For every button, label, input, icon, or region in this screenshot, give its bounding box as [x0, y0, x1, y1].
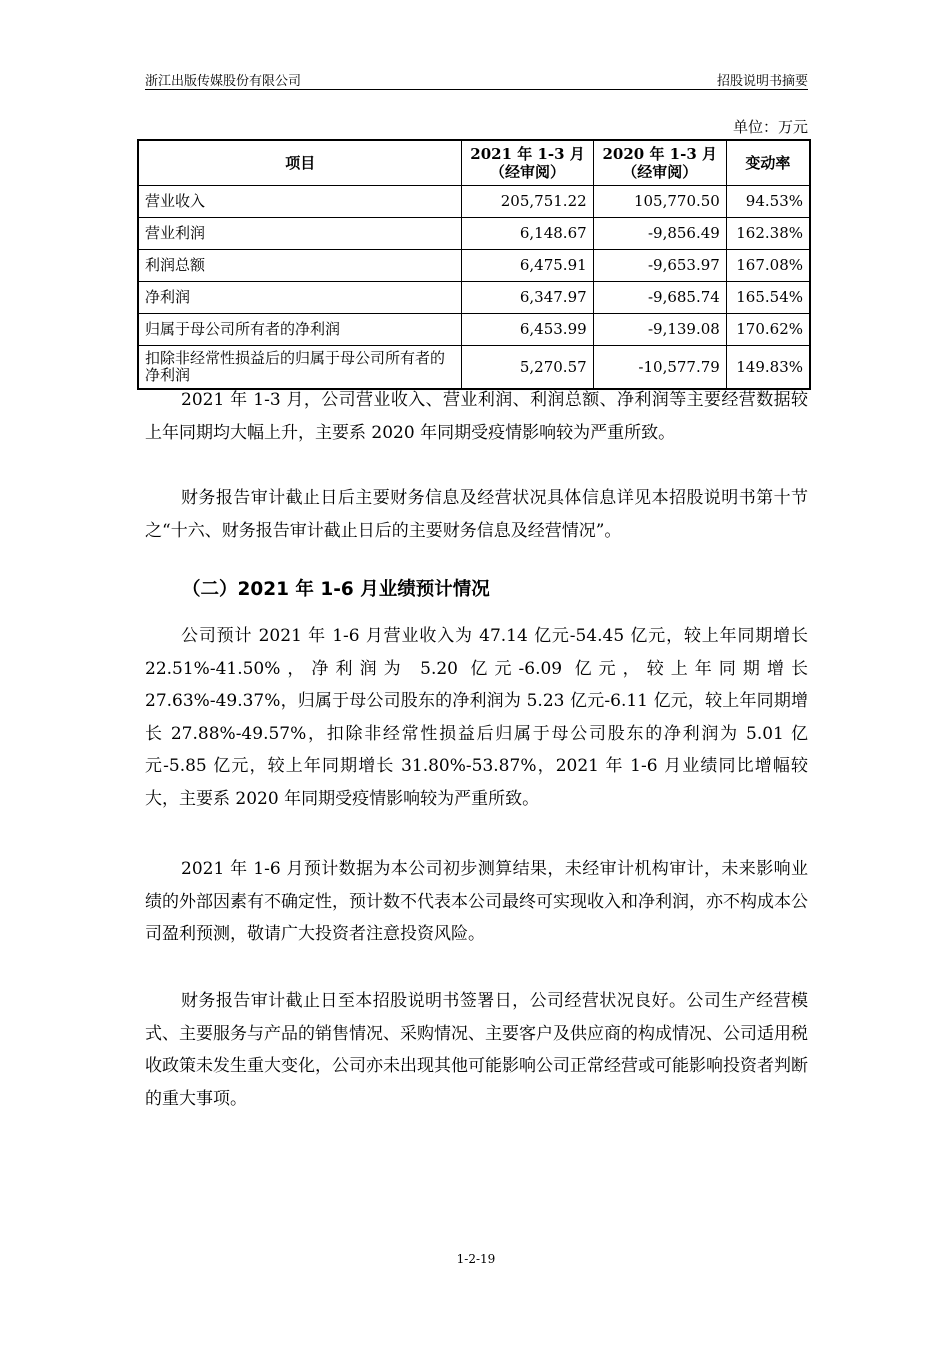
row-value-2020: -9,653.97: [593, 250, 726, 282]
row-rate: 94.53%: [726, 186, 810, 218]
table-row: [138, 282, 810, 314]
row-value-2021: 205,751.22: [462, 186, 593, 218]
row-value-2020: -9,685.74: [593, 282, 726, 314]
header-company: 浙江出版传媒股份有限公司: [145, 74, 302, 89]
financial-table: [137, 139, 811, 390]
row-value-2021: 6,347.97: [462, 282, 593, 314]
paragraph-post-audit-reference: 财务报告审计截止日后主要财务信息及经营状况具体信息详见本招股说明书第十节之“十六、财务报告审计截止日后的主要财务信息及经营情况”。: [145, 488, 808, 541]
unit-label: 单位：万元: [732, 118, 808, 136]
row-value-2021: 6,475.91: [462, 250, 593, 282]
row-rate: 149.83%: [726, 346, 810, 390]
paragraph-operating-status: 财务报告审计截止日至本招股说明书签署日，公司经营状况良好。公司生产经营模式、主要服务与产品的销售情况、采购情况、主要客户及供应商的构成情况、公司适用税收政策未发生重大变化，公司亦未出现其他可能影响公司正常经营或可能影响投资者判断的重大事项。: [145, 991, 808, 1109]
header-rule: [145, 89, 808, 90]
row-rate: 170.62%: [726, 314, 810, 346]
row-rate: 167.08%: [726, 250, 810, 282]
table-row: [138, 346, 810, 390]
row-item: 扣除非经常性损益后的归属于母公司所有者的净利润: [138, 346, 462, 390]
header-doc-title: 招股说明书摘要: [716, 74, 808, 89]
page-number: 1-2-19: [456, 1252, 496, 1266]
table-header-row: [138, 140, 810, 186]
page-header: [145, 70, 808, 88]
row-value-2020: 105,770.50: [593, 186, 726, 218]
row-item: 营业利润: [138, 218, 462, 250]
row-value-2021: 6,148.67: [462, 218, 593, 250]
row-item: 利润总额: [138, 250, 462, 282]
row-value-2021: 6,453.99: [462, 314, 593, 346]
table-row: [138, 250, 810, 282]
row-item: 营业收入: [138, 186, 462, 218]
column-header-2021: 2021 年 1-3 月 （经审阅）: [462, 140, 593, 186]
paragraph-q1-summary: 2021 年 1-3 月，公司营业收入、营业利润、利润总额、净利润等主要经营数据较上年同期均大幅上升，主要系 2020 年同期受疫情影响较为严重所致。: [145, 390, 808, 443]
table-row: [138, 314, 810, 346]
section-title: （二）2021 年 1-6 月业绩预计情况: [182, 579, 490, 600]
column-header-2020: 2020 年 1-3 月 （经审阅）: [593, 140, 726, 186]
column-header-rate: 变动率: [726, 140, 810, 186]
row-rate: 165.54%: [726, 282, 810, 314]
paragraph-forecast-disclaimer: 2021 年 1-6 月预计数据为本公司初步测算结果，未经审计机构审计，未来影响业绩的外部因素有不确定性，预计数不代表本公司最终可实现收入和净利润，亦不构成本公司盈利预测，敬请广大投资者注意投资风险。: [145, 859, 808, 944]
row-item: 净利润: [138, 282, 462, 314]
row-value-2020: -9,856.49: [593, 218, 726, 250]
row-value-2021: 5,270.57: [462, 346, 593, 390]
table-row: [138, 218, 810, 250]
table-row: [138, 186, 810, 218]
paragraph-forecast: 公司预计 2021 年 1-6 月营业收入为 47.14 亿元-54.45 亿元，较上年同期增长 22.51%-41.50%，净利润为 5.20 亿元-6.09 亿元，较上年同期增长 27.63%-49.37%，归属于母公司股东的净利润为 5.23 亿元-6.11 亿元，较上年同期增长 27.88%-49.57%，扣除非经常性损益后归属于母公司股东的净利润为 5.01 亿元-5.85 亿元，较上年同期增长 31.80%-53.87%，2021 年 1-6 月业绩同比增幅较大，主要系 2020 年同期受疫情影响较为严重所致。: [145, 626, 808, 809]
column-header-item: 项目: [138, 140, 462, 186]
row-value-2020: -10,577.79: [593, 346, 726, 390]
row-value-2020: -9,139.08: [593, 314, 726, 346]
row-rate: 162.38%: [726, 218, 810, 250]
row-item: 归属于母公司所有者的净利润: [138, 314, 462, 346]
